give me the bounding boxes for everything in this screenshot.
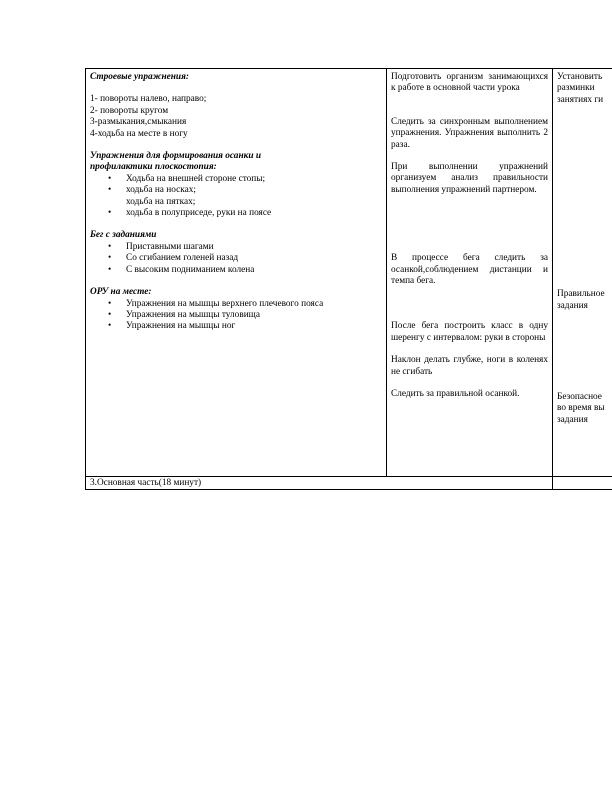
guidance-paragraph: Следить за правильной осанкой. xyxy=(391,389,520,400)
list-item: • ходьба на носках; xyxy=(126,185,382,196)
table-row xyxy=(86,69,612,477)
list-item: • Со сгибанием голеней назад xyxy=(126,253,382,264)
guidance-paragraph: Следить за синхронным выполнением упражнения. Упражнения выполнить 2 раза. xyxy=(391,116,548,150)
drill-heading: Строевые упражнения: xyxy=(90,72,189,82)
guidance-paragraph: При выполнении упражнений организуем анализ правильности выполнения упражнений партнером. xyxy=(391,162,548,195)
outcome-line: Установить xyxy=(557,72,603,82)
list-item: • Упражнения на мышцы верхнего плечевого пояса xyxy=(126,299,382,310)
outcome-line: Правильное xyxy=(557,289,605,300)
outcome-line: Безопасное xyxy=(557,392,602,403)
outcome-line: занятиях ги xyxy=(557,94,604,105)
posture-heading-cont: профилактики плоскостопия: xyxy=(90,162,217,173)
posture-heading: Упражнения для формирования осанки и xyxy=(90,151,261,162)
oru-heading: ОРУ на месте: xyxy=(90,287,152,298)
list-item: • ходьба в полуприседе, руки на поясе xyxy=(126,208,382,219)
lesson-plan-table xyxy=(85,68,612,490)
list-item: • С высоким подниманием колена xyxy=(126,265,382,276)
drill-item: 3-размыкания,смыкания xyxy=(90,117,187,128)
table-row xyxy=(86,477,612,490)
oru-list xyxy=(90,299,382,333)
guidance-cell xyxy=(387,69,553,477)
exercises-cell xyxy=(86,69,387,477)
running-heading: Бег с заданиями xyxy=(90,230,157,241)
empty-cell xyxy=(553,477,612,490)
outcome-line: во время вы xyxy=(557,403,605,414)
posture-list xyxy=(90,174,382,220)
outcome-line: разминки xyxy=(557,83,595,94)
drill-item: 1- повороты налево, направо; xyxy=(90,94,207,105)
list-item: • Ходьба на внешней стороне стопы; xyxy=(126,174,382,185)
list-item: • Приставными шагами xyxy=(126,242,382,253)
drill-item: 2- повороты кругом xyxy=(90,105,169,116)
guidance-paragraph: Подготовить организм занимающихся к работе в основной части урока xyxy=(391,72,548,94)
outcomes-cell xyxy=(553,69,612,477)
outcome-line: задания xyxy=(557,414,588,425)
guidance-paragraph: После бега построить класс в одну шеренгу с интервалом: руки в стороны xyxy=(391,321,548,343)
list-item: • Упражнения на мышцы ног xyxy=(126,321,382,332)
guidance-paragraph: Наклон делать глубже, ноги в коленях не сгибать xyxy=(391,355,548,377)
section-label: 3.Основная часть(18 минут) xyxy=(90,478,202,488)
section-label-cell xyxy=(86,477,553,490)
guidance-paragraph: В процессе бега следить за осанкой,соблюдением дистанции и темпа бега. xyxy=(391,253,548,287)
list-item: ходьба на пятках; xyxy=(126,196,196,207)
drill-item: 4-ходьба на месте в ногу xyxy=(90,128,188,139)
outcome-line: задания xyxy=(557,300,588,311)
list-item: • Упражнения на мышцы туловища xyxy=(126,310,382,321)
running-list xyxy=(90,242,382,276)
